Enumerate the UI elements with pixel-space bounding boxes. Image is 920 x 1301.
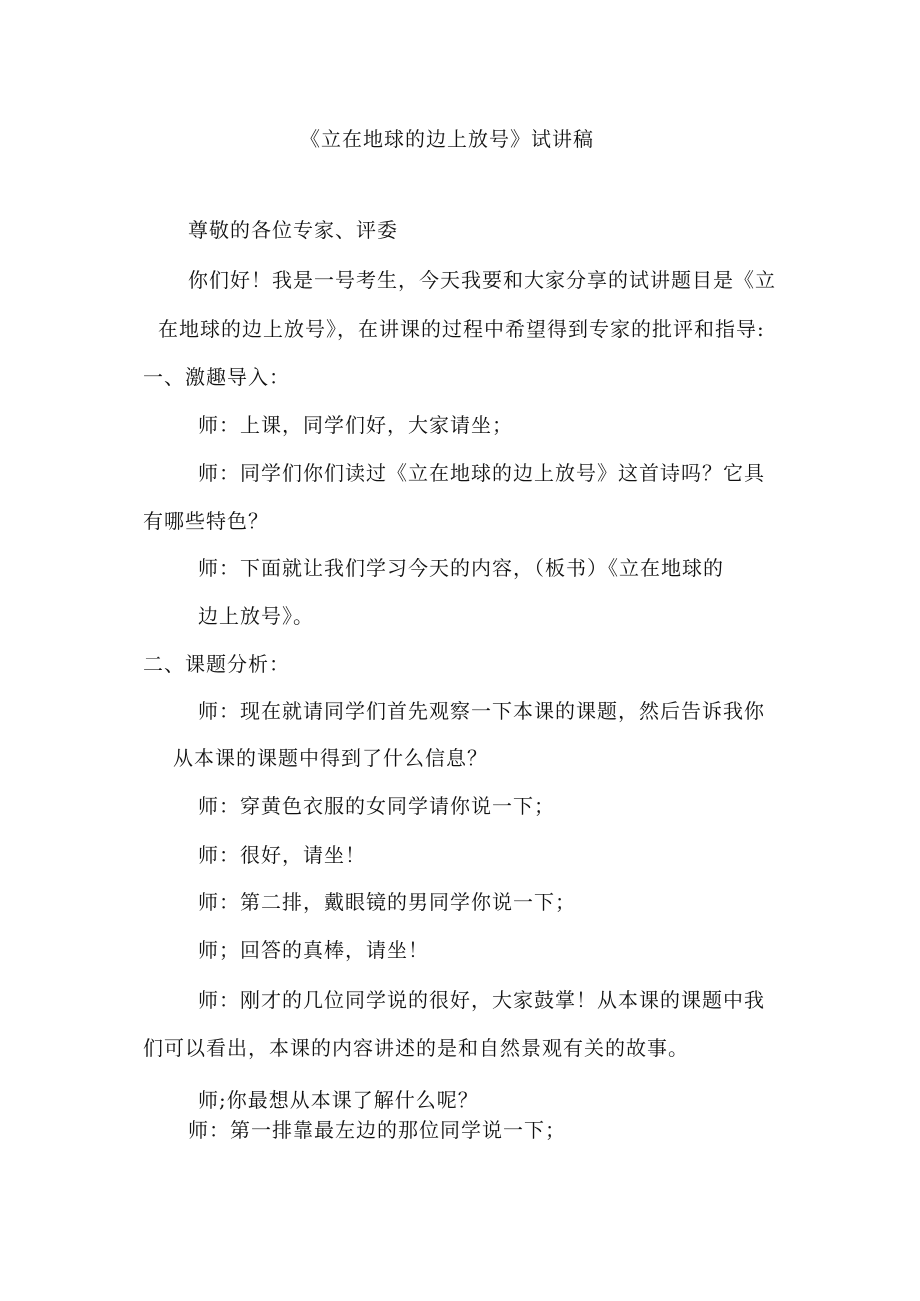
section2-heading: 二、课题分析： — [143, 652, 290, 676]
section1-line-1: 师：上课，同学们好，大家请坐； — [198, 413, 513, 437]
intro-line-1: 你们好！我是一号考生，今天我要和大家分享的试讲题目是《立 — [188, 268, 776, 292]
section1-line-5: 边上放号》。 — [198, 604, 314, 628]
section2-line-10: 师：第一排靠最左边的那位同学说一下； — [188, 1118, 566, 1142]
section2-line-4: 师：很好，请坐！ — [198, 843, 366, 867]
section2-line-7: 师：刚才的几位同学说的很好，大家鼓掌！从本课的课题中我 — [198, 988, 765, 1012]
section2-line-2: 从本课的课题中得到了什么信息？ — [173, 746, 488, 770]
intro-line-2: 在地球的边上放号》，在讲课的过程中希望得到专家的批评和指导: — [158, 317, 765, 341]
document-title: 《立在地球的边上放号》试讲稿 — [300, 127, 594, 151]
section2-line-9: 师;你最想从本课了解什么呢？ — [198, 1088, 479, 1112]
section2-line-3: 师：穿黄色衣服的女同学请你说一下； — [198, 794, 555, 818]
section2-line-1: 师：现在就请同学们首先观察一下本课的课题，然后告诉我你 — [198, 699, 765, 723]
section1-heading: 一、激趣导入： — [143, 365, 290, 389]
section1-line-3: 有哪些特色？ — [143, 509, 269, 533]
greeting: 尊敬的各位专家、评委 — [188, 218, 398, 242]
section1-line-4: 师：下面就让我们学习今天的内容，（板书）《立在地球的 — [198, 556, 724, 580]
section2-line-6: 师；回答的真棒，请坐！ — [198, 938, 429, 962]
section2-line-5: 师：第二排，戴眼镜的男同学你说一下； — [198, 890, 576, 914]
section2-line-8: 们可以看出，本课的内容讲述的是和自然景观有关的故事。 — [143, 1036, 689, 1060]
section1-line-2: 师：同学们你们读过《立在地球的边上放号》这首诗吗？它具 — [198, 461, 765, 485]
